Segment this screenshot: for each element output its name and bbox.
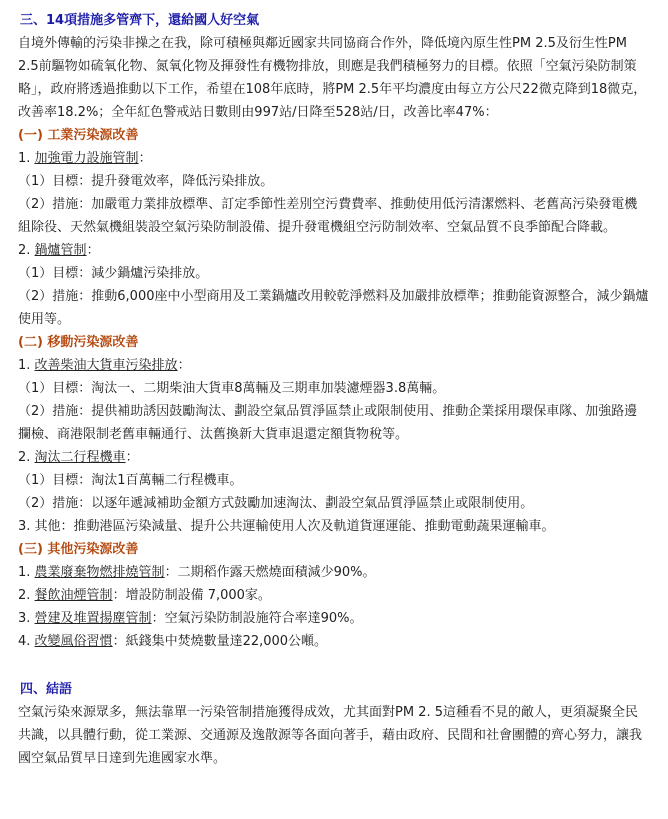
list-item: （1）目標：提升發電效率，降低污染排放。 <box>18 174 274 189</box>
list-item: （2）措施：加嚴電力業排放標準、訂定季節性差別空污費費率、推動使用低污清潔燃料、老舊高污染發電機組除役、天然氣機組裝設空氣污染防制設備、提升發電機組空污防制效率、空氣品質不良季節配合降載。 <box>18 197 638 235</box>
item-tail: ： <box>138 151 152 166</box>
list-item <box>18 239 650 262</box>
item-tail: ：二期稻作露天燃燒面積減少90%。 <box>164 565 376 580</box>
item-heading: 餐飲油煙管制 <box>34 588 113 603</box>
list-item: （2）措施：推動6,000座中小型商用及工業鍋爐改用較乾淨燃料及加嚴排放標準；推動能資源整合，減少鍋爐使用等。 <box>18 289 649 327</box>
list-item: （2）措施：提供補助誘因鼓勵淘汰、劃設空氣品質淨區禁止或限制使用、推動企業採用環保車隊、加強路邊攔檢、商港限制老舊車輛通行、汰舊換新大貨車退還定額貨物稅等。 <box>18 404 638 442</box>
item-tail: ：紙錢集中焚燒數量達22,000公噸。 <box>112 634 328 649</box>
item-number: 1. <box>18 565 35 580</box>
item-number: 1. <box>18 358 35 373</box>
group-mobile-title: (二) 移動污染源改善 <box>18 335 139 350</box>
section3-title: 三、14項措施多管齊下，還給國人好空氣 <box>20 13 260 28</box>
list-item <box>18 354 650 377</box>
section4-title: 四、結語 <box>20 682 73 697</box>
list-item: （1）目標：減少鍋爐污染排放。 <box>18 266 209 281</box>
list-item <box>18 446 650 469</box>
item-heading: 淘汰二行程機車 <box>34 450 126 465</box>
item-number: 3. <box>18 611 35 626</box>
list-item: （1）目標：淘汰一、二期柴油大貨車8萬輛及三期車加裝濾煙器3.8萬輛。 <box>18 381 446 396</box>
item-heading: 鍋爐管制 <box>34 243 87 258</box>
item-tail: ： <box>125 450 139 465</box>
section3-intro: 自境外傳輸的污染非操之在我，除可積極與鄰近國家共同協商合作外，降低境內原生性PM 2.5及衍生性PM 2.5前驅物如硫氧化物、氮氧化物及揮發性有機物排放，則應是我們積極努力的目標。依照「空氣污染防制策略」，政府將透過推動以下工作，希望在108年底時，將PM 2.5年平均濃度由每立方公尺22微克降到18微克，改善率18.2%；全年紅色警戒站日數則由997站/日降至528站/日，改善比率47%： <box>18 36 647 120</box>
item-heading: 加強電力設施管制 <box>34 151 139 166</box>
list-item <box>18 584 650 607</box>
item-tail: ：空氣污染防制設施符合率達90%。 <box>151 611 363 626</box>
item-number: 2. <box>18 243 35 258</box>
list-item <box>18 561 650 584</box>
item-number: 1. <box>18 151 35 166</box>
item-heading: 農業廢棄物燃排燒管制 <box>34 565 165 580</box>
group-other-title: (三) 其他污染源改善 <box>18 542 139 557</box>
item-tail: ：增設防制設備 7,000家。 <box>112 588 271 603</box>
item-number: 2. <box>18 588 35 603</box>
item-heading: 改善柴油大貨車污染排放 <box>34 358 178 373</box>
list-item: （2）措施：以逐年遞減補助金額方式鼓勵加速淘汰、劃設空氣品質淨區禁止或限制使用。 <box>18 496 534 511</box>
section4-body: 空氣污染來源眾多，無法靠單一污染管制措施獲得成效，尤其面對PM 2. 5這種看不見的敵人，更須凝聚全民共識，以具體行動，從工業源、交通源及逸散源等各面向著手，藉由政府、民間和社會團體的齊心努力，讓我國空氣品質早日達到先進國家水準。 <box>18 705 643 766</box>
group-industrial-title: (一) 工業污染源改善 <box>18 128 139 143</box>
item-tail: ： <box>177 358 191 373</box>
item-number: 2. <box>18 450 35 465</box>
list-item: 3. 其他：推動港區污染減量、提升公共運輸使用人次及軌道貨運運能、推動電動蔬果運輸車。 <box>18 519 555 534</box>
list-item <box>18 630 650 653</box>
item-heading: 營建及堆置揚塵管制 <box>34 611 152 626</box>
item-tail: ： <box>86 243 100 258</box>
list-item <box>18 147 650 170</box>
item-number: 4. <box>18 634 35 649</box>
item-heading: 改變風俗習慣 <box>34 634 113 649</box>
list-item <box>18 607 650 630</box>
list-item: （1）目標：淘汰1百萬輛二行程機車。 <box>18 473 243 488</box>
